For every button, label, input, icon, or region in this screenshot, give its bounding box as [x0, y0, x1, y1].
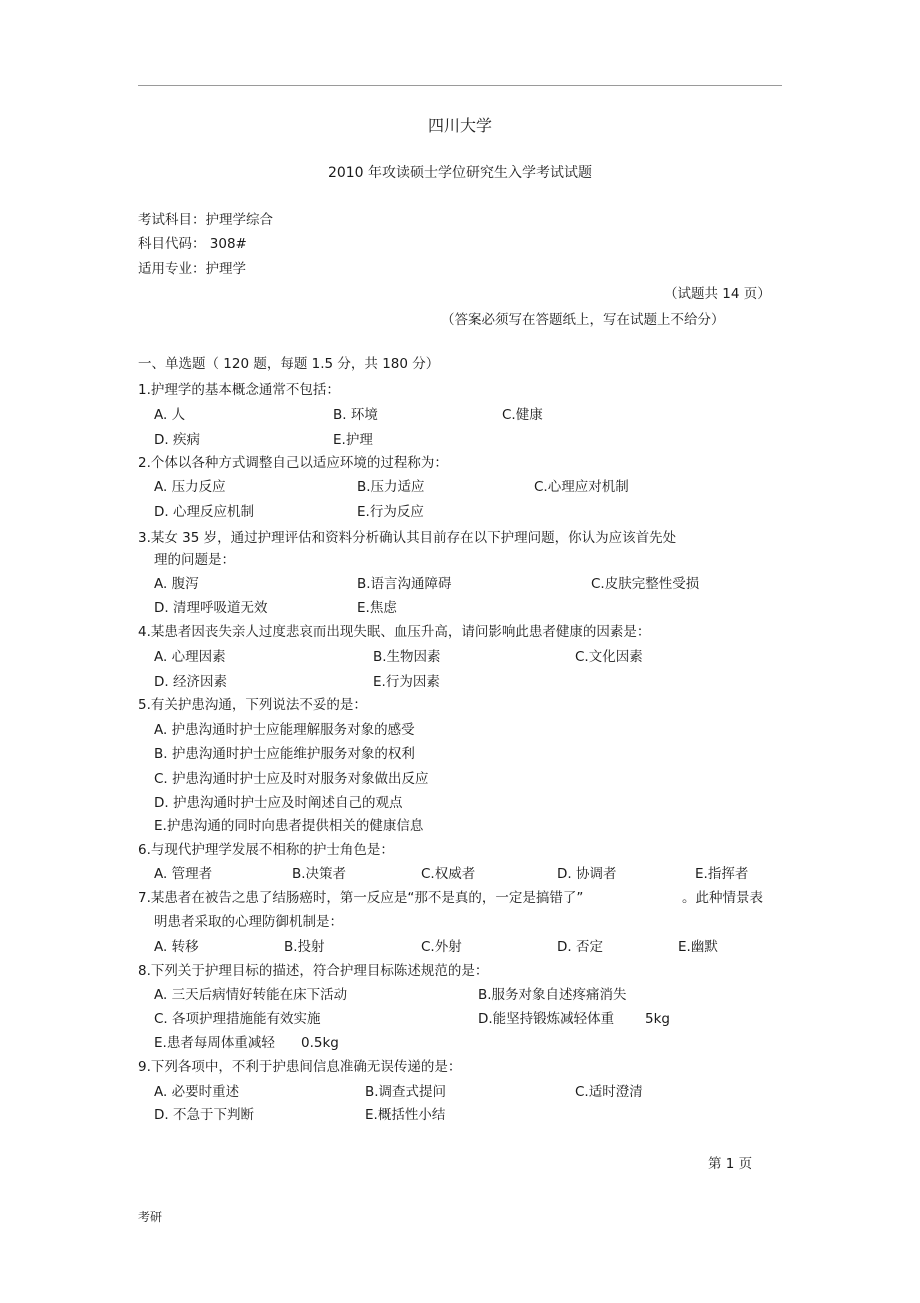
header-rule: [138, 85, 782, 86]
option: A. 必要时重述: [154, 1084, 240, 1100]
option: E.患者每周体重减轻: [154, 1035, 275, 1051]
question-stem: 8.下列关于护理目标的描述，符合护理目标陈述规范的是：: [138, 963, 489, 979]
question-stem: 9.下列各项中，不利于护患间信息准确无误传递的是：: [138, 1059, 462, 1075]
option: B. 环境: [333, 407, 378, 423]
option: C.适时澄清: [575, 1084, 643, 1100]
option: A. 腹泻: [154, 576, 199, 592]
option: E.护患沟通的同时向患者提供相关的健康信息: [154, 818, 424, 834]
option: C.文化因素: [575, 649, 643, 665]
page-number: 第 1 页: [708, 1156, 753, 1172]
option: E.行为反应: [357, 504, 424, 520]
question-stem: 6.与现代护理学发展不相称的护士角色是：: [138, 842, 394, 858]
option: D. 否定: [557, 939, 603, 955]
option: B.调查式提问: [365, 1084, 447, 1100]
option: D. 护患沟通时护士应及时阐述自己的观点: [154, 795, 403, 811]
option: E.概括性小结: [365, 1107, 446, 1123]
option: E.幽默: [678, 939, 718, 955]
option: C.心理应对机制: [534, 479, 629, 495]
university-title: 四川大学: [427, 116, 493, 135]
question-stem-tail: 。此种情景表: [682, 890, 763, 906]
option: A. 压力反应: [154, 479, 226, 495]
option: D. 不急于下判断: [154, 1107, 254, 1123]
question-stem-cont: 理的问题是：: [154, 552, 235, 568]
option: D. 心理反应机制: [154, 504, 254, 520]
applicable-major: 适用专业：护理学: [138, 261, 246, 277]
option: D.能坚持锻炼减轻体重: [478, 1011, 615, 1027]
section-heading: 一、单选题（ 120 题，每题 1.5 分，共 180 分）: [138, 356, 440, 372]
option: E.指挥者: [695, 866, 749, 882]
question-stem: 3.某女 35 岁，通过护理评估和资料分析确认其目前存在以下护理问题，你认为应该首先处: [138, 530, 677, 546]
option: E.焦虑: [357, 600, 397, 616]
option: B.生物因素: [373, 649, 441, 665]
option: D. 疾病: [154, 432, 200, 448]
footer-tag: 考研: [138, 1210, 163, 1224]
question-stem: 5.有关护患沟通，下列说法不妥的是：: [138, 697, 367, 713]
unit-value: 5kg: [645, 1011, 670, 1027]
option: D. 经济因素: [154, 674, 227, 690]
question-stem: 2.个体以各种方式调整自己以适应环境的过程称为：: [138, 455, 448, 471]
option: C. 各项护理措施能有效实施: [154, 1011, 321, 1027]
option: A. 护患沟通时护士应能理解服务对象的感受: [154, 722, 415, 738]
unit-value: 0.5kg: [301, 1035, 339, 1051]
option: D. 协调者: [557, 866, 617, 882]
option: B. 护患沟通时护士应能维护服务对象的权利: [154, 746, 415, 762]
option: E.行为因素: [373, 674, 440, 690]
page-count: （试题共 14 页）: [664, 286, 771, 302]
option: A. 转移: [154, 939, 199, 955]
question-stem-cont: 明患者采取的心理防御机制是：: [154, 914, 343, 930]
option: C.权威者: [421, 866, 476, 882]
option: A. 三天后病情好转能在床下活动: [154, 987, 348, 1003]
exam-title: 2010 年攻读硕士学位研究生入学考试试题: [327, 165, 593, 181]
answer-notice: （答案必须写在答题纸上，写在试题上不给分）: [441, 312, 725, 328]
exam-subject: 考试科目：护理学综合: [138, 212, 273, 228]
option: A. 心理因素: [154, 649, 226, 665]
option: C. 护患沟通时护士应及时对服务对象做出反应: [154, 771, 429, 787]
option: E.护理: [333, 432, 373, 448]
option: B.决策者: [292, 866, 347, 882]
question-stem: 4.某患者因丧失亲人过度悲哀而出现失眠、血压升高，请问影响此患者健康的因素是：: [138, 624, 651, 640]
option: B.语言沟通障碍: [357, 576, 452, 592]
option: C.外射: [421, 939, 462, 955]
option: C.皮肤完整性受损: [591, 576, 700, 592]
option: A. 管理者: [154, 866, 213, 882]
subject-code: 科目代码： 308#: [138, 236, 247, 252]
option: B.压力适应: [357, 479, 425, 495]
option: B.服务对象自述疼痛消失: [478, 987, 627, 1003]
option: A. 人: [154, 407, 186, 423]
option: D. 清理呼吸道无效: [154, 600, 268, 616]
option: C.健康: [502, 407, 543, 423]
option: B.投射: [284, 939, 325, 955]
question-stem: 7.某患者在被告之患了结肠癌时，第一反应是“那不是真的，一定是搞错了”: [138, 890, 584, 906]
question-stem: 1.护理学的基本概念通常不包括：: [138, 382, 340, 398]
